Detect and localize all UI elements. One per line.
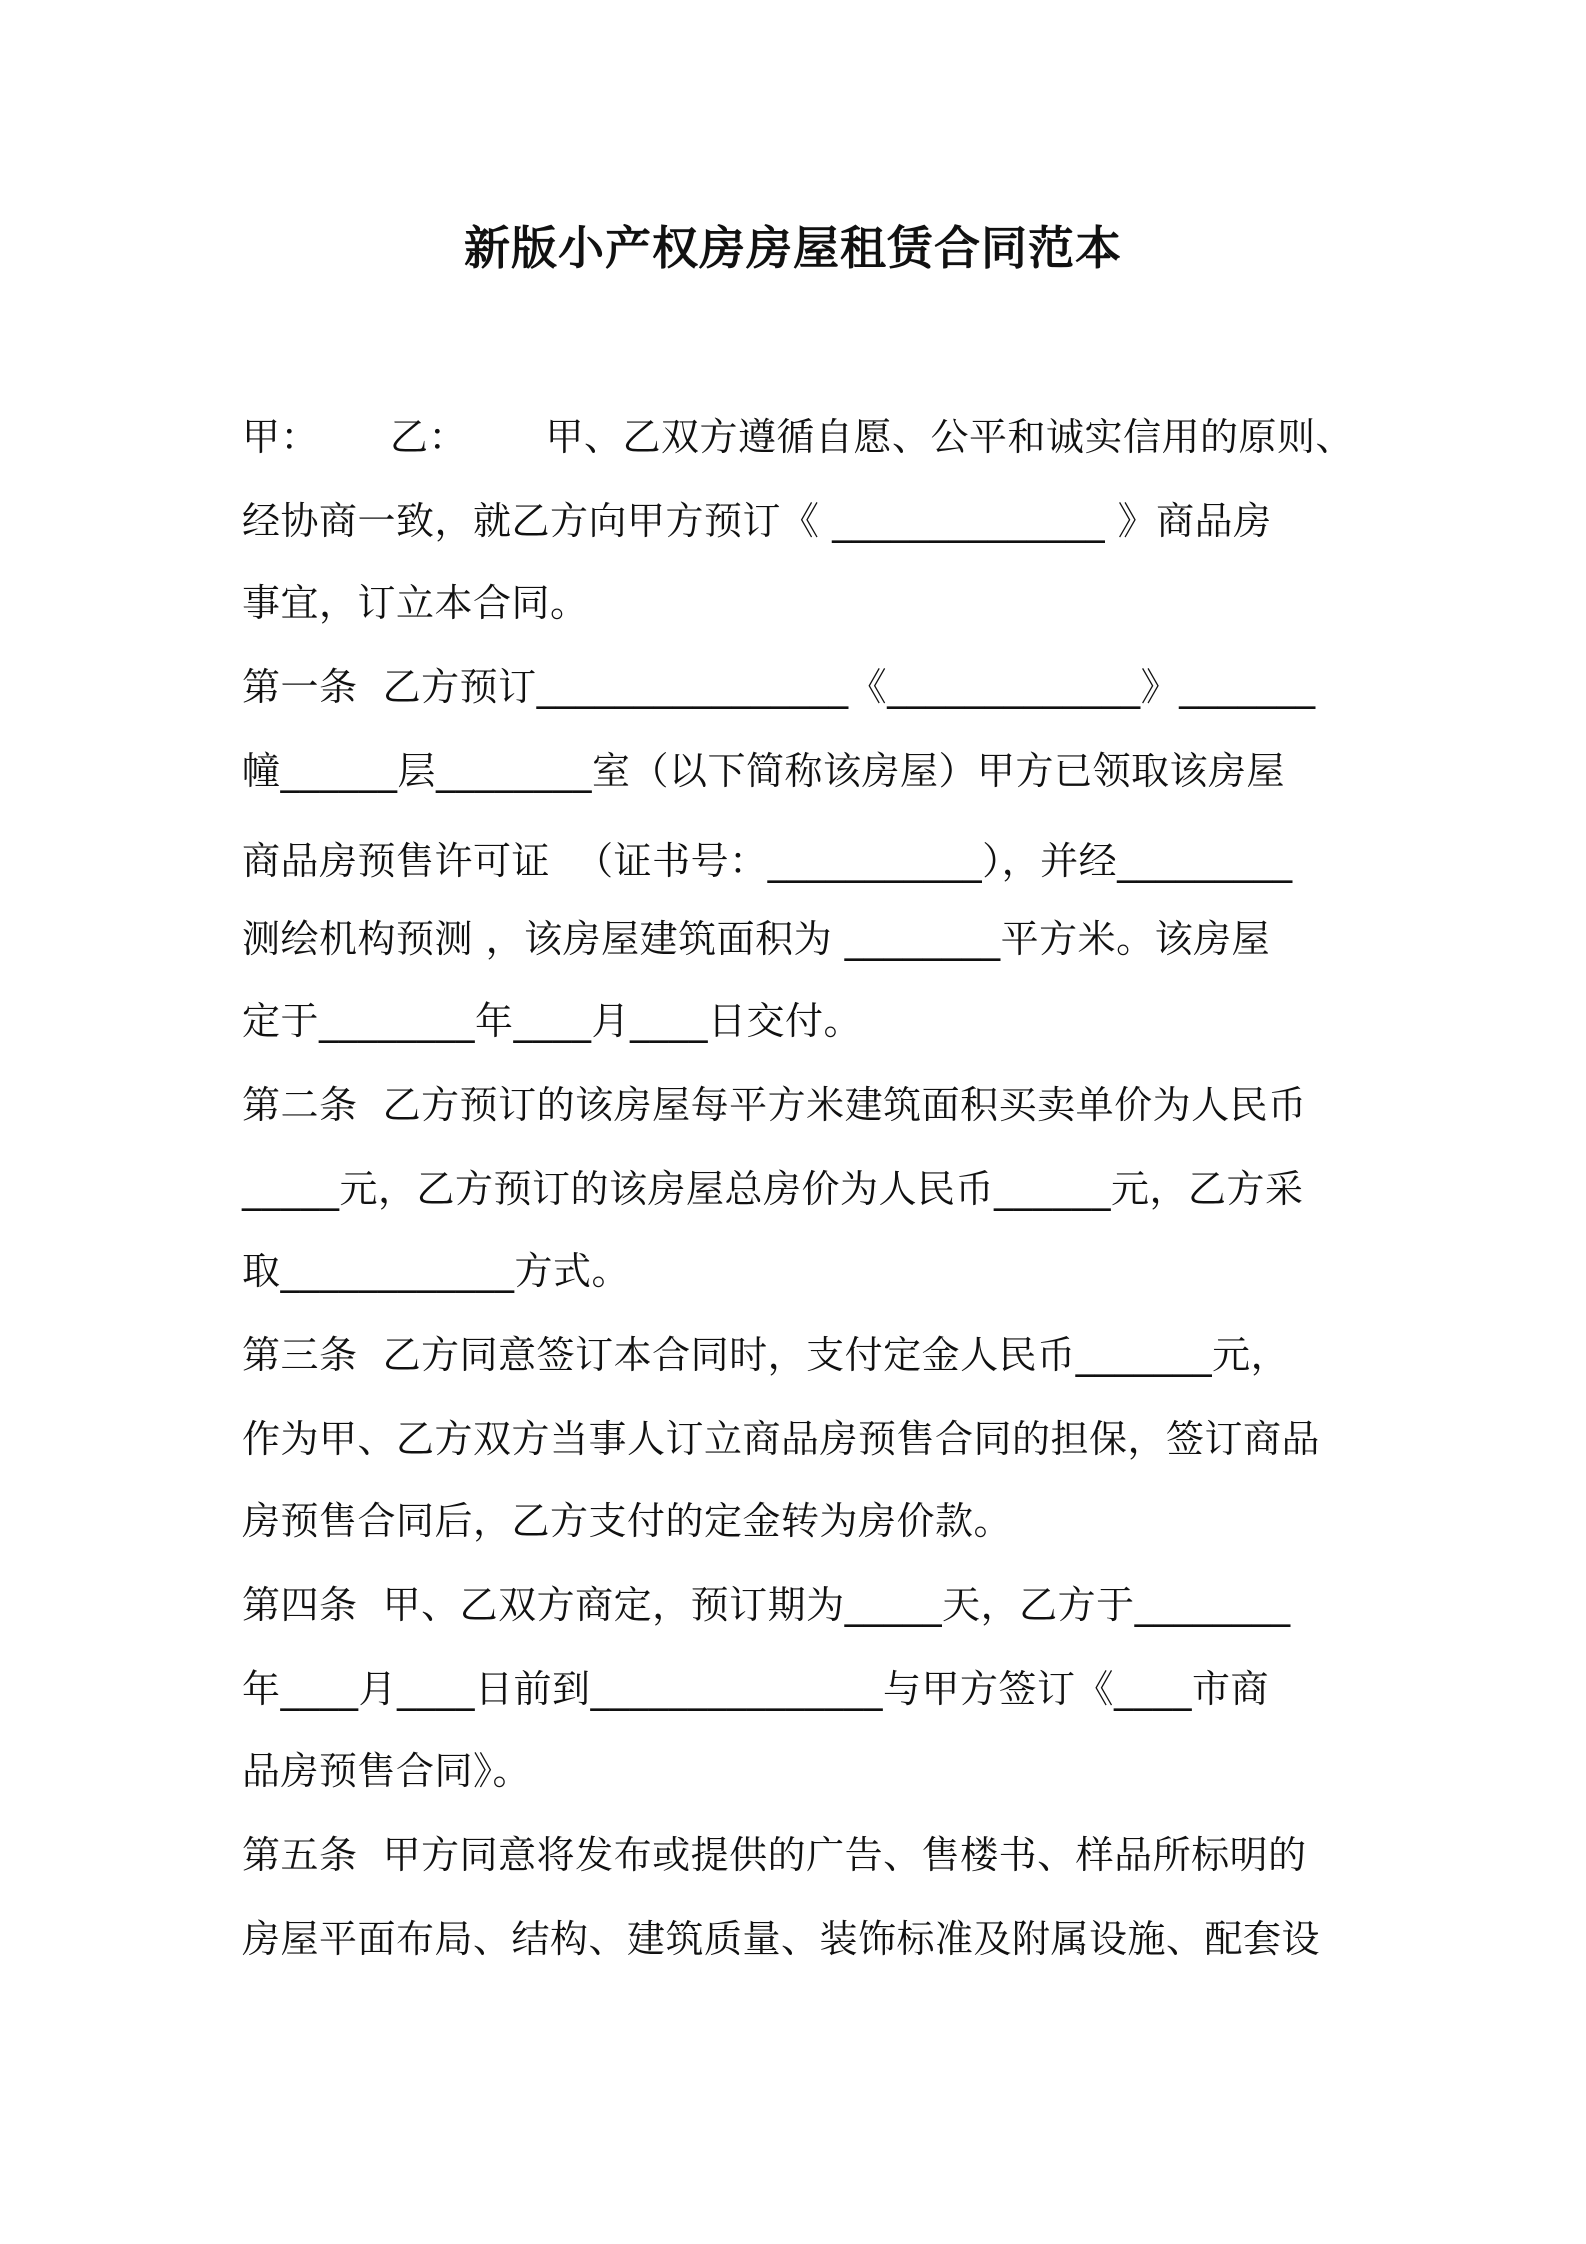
body-line-5 (242, 746, 1354, 796)
body-text: 第五条 甲方同意将发布或提供的广告、售楼书、样品所标明的 (242, 1833, 1307, 1877)
body-text: 房预售合同后，乙方支付的定金转为房价款。 (242, 1499, 1013, 1543)
body-line-17 (242, 1746, 1354, 1796)
body-text: 幢______层________室（以下简称该房屋）甲方已领取该房屋 (242, 749, 1286, 793)
article-3-heading-line (242, 1330, 1354, 1380)
body-line-19 (242, 1914, 1354, 1964)
body-line-3 (242, 578, 1354, 628)
body-text: 第一条 乙方预订________________《_____________》_______ (242, 665, 1316, 709)
party-b-label: 乙： (390, 415, 468, 459)
body-line-10 (242, 1164, 1354, 1214)
body-line-2 (242, 496, 1354, 546)
body-line-6 (242, 836, 1354, 886)
article-1-heading-line (242, 662, 1354, 712)
body-text: 年____月____日前到_______________与甲方签订《____市商 (242, 1667, 1270, 1711)
body-text: 商品房预售许可证 （证书号：___________），并经_________ (242, 839, 1293, 883)
article-5-heading-line (242, 1830, 1354, 1880)
article-4-heading-line (242, 1580, 1354, 1630)
body-text: 定于________年____月____日交付。 (242, 999, 863, 1043)
body-text: _____元，乙方预订的该房屋总房价为人民币______元，乙方采 (242, 1167, 1304, 1211)
body-text: 房屋平面布局、结构、建筑质量、装饰标准及附属设施、配套设 (242, 1917, 1321, 1961)
body-line-16 (242, 1664, 1354, 1714)
body-line-13 (242, 1414, 1354, 1464)
body-text: 取____________方式。 (242, 1249, 631, 1293)
body-text: 品房预售合同》。 (242, 1749, 532, 1793)
body-text: 作为甲、乙方双方当事人订立商品房预售合同的担保，签订商品 (242, 1417, 1321, 1461)
body-line-8 (242, 996, 1354, 1046)
body-line-14 (242, 1496, 1354, 1546)
body-line-11 (242, 1246, 1354, 1296)
body-text: 第四条 甲、乙双方商定，预订期为_____天，乙方于________ (242, 1583, 1291, 1627)
body-line-7 (242, 914, 1354, 964)
body-text: 第二条 乙方预订的该房屋每平方米建筑面积买卖单价为人民币 (242, 1083, 1307, 1127)
body-text: 经协商一致，就乙方向甲方预订《 ______________ 》商品房 (242, 499, 1272, 543)
intro-text: 甲、乙双方遵循自愿、公平和诚实信用的原则、 (545, 415, 1354, 459)
party-a-label: 甲： (242, 415, 320, 459)
body-text: 事宜，订立本合同。 (242, 581, 589, 625)
body-text: 第三条 乙方同意签订本合同时，支付定金人民币_______元， (242, 1333, 1290, 1377)
document-title: 新版小产权房房屋租赁合同范本 (464, 221, 1122, 275)
article-2-heading-line (242, 1080, 1354, 1130)
body-text: 测绘机构预测 ，该房屋建筑面积为 ________平方米。该房屋 (242, 917, 1271, 961)
